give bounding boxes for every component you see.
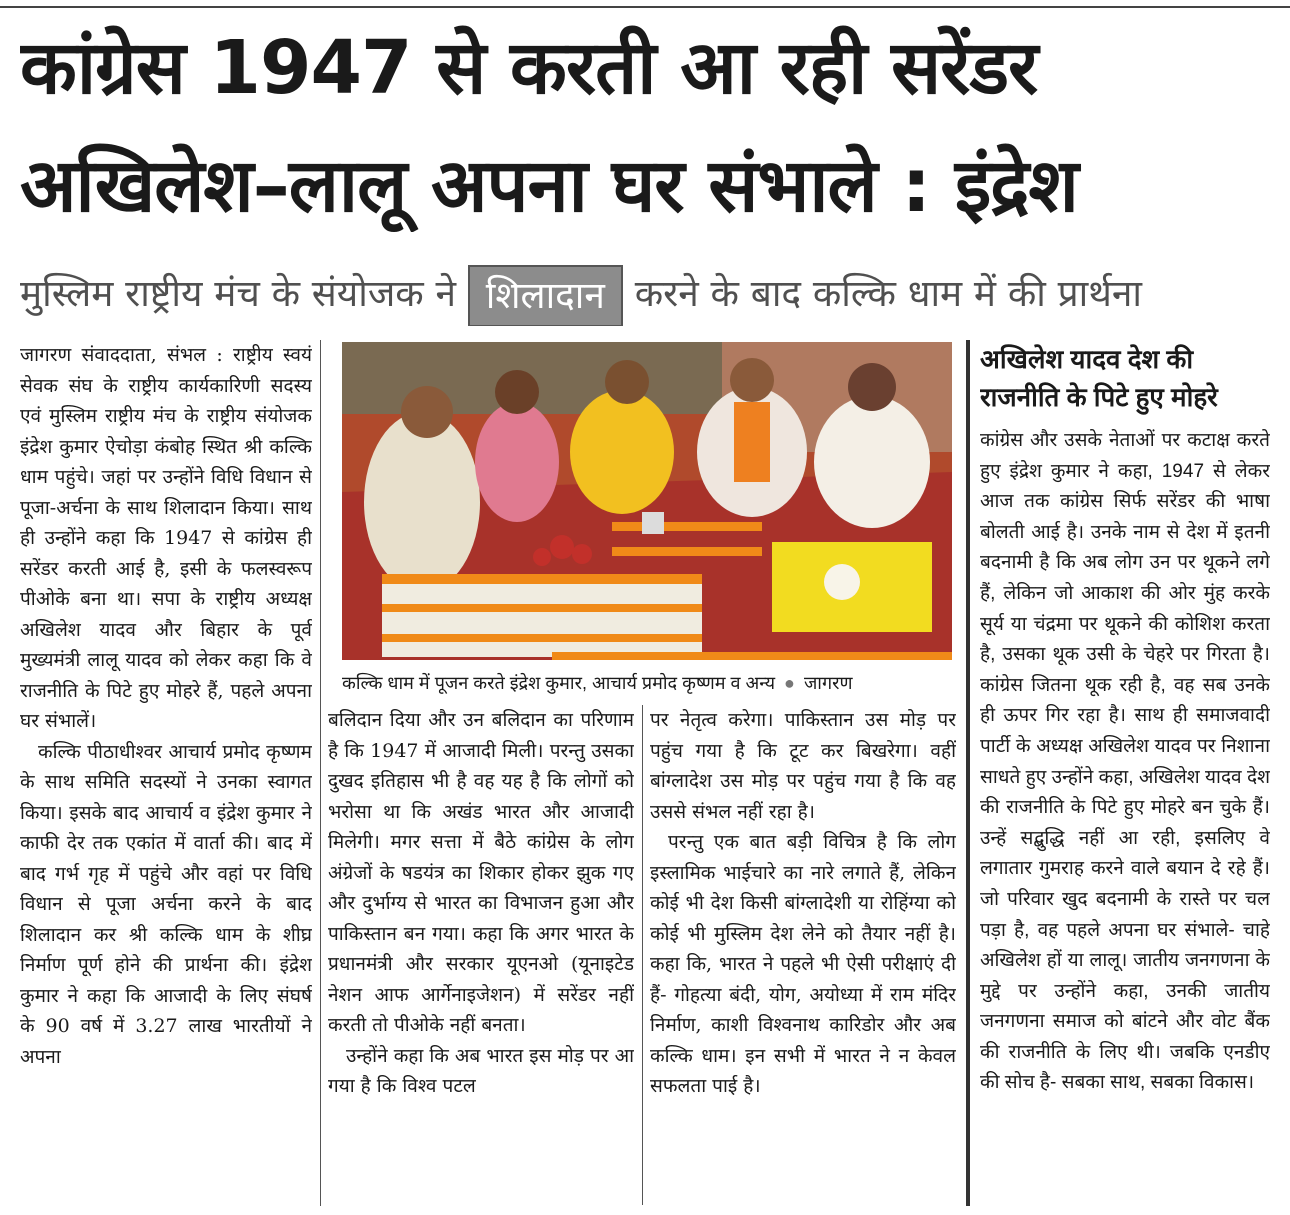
sidebar-divider [966,340,970,1206]
column-divider [642,705,643,1205]
headline-line-2: अखिलेश–लालू अपना घर संभाले : इंद्रेश [20,143,1078,229]
article-paragraph: कल्कि पीठाधीश्वर आचार्य प्रमोद कृष्णम के साथ समिति सदस्यों ने उनका स्वागत किया। इसके बाद आचार्य व इंद्रेश कुमार ने काफी देर तक एकांत में वार्ता की। बाद में बाद गर्भ गृह में पहुंचे और वहां पर विधि विधान से पूजा अर्चना करने के बाद शिलादान कर श्री कल्कि धाम के शीघ्र निर्माण पूर्ण होने की प्रार्थना की। इंद्रेश कुमार ने कहा कि आजादी के लिए संघर्ष के 90 वर्ष में 3.27 लाख भारतीयों ने अपना [20,740,312,1068]
caption-text: कल्कि धाम में पूजन करते इंद्रेश कुमार, आचार्य प्रमोद कृष्णम व अन्य [342,673,776,693]
article-paragraph: जागरण संवाददाता, संभल : राष्ट्रीय स्वयं सेवक संघ के राष्ट्रीय कार्यकारिणी सदस्य एवं मुस्लिम राष्ट्रीय मंच के राष्ट्रीय संयोजक इंद्रेश कुमार ऐचोड़ा कंबोह स्थित श्री कल्कि धाम पहुंचे। जहां पर उन्होंने विधि विधान से पूजा-अर्चना के साथ शिलादान किया। साथ ही उन्होंने कहा कि 1947 से कांग्रेस ही सरेंडर करती आई है, इसी के फलस्वरूप पीओके बना था। सपा के राष्ट्रीय अध्यक्ष अखिलेश यादव और बिहार के पूर्व मुख्यमंत्री लालू यादव को लेकर कहा कि वे राजनीति के पिटे हुए मोहरे हैं, पहले अपना घर संभालें। [20,344,312,732]
article-paragraph: पर नेतृत्व करेगा। पाकिस्तान उस मोड़ पर पहुंच गया है कि टूट कर बिखरेगा। वहीं बांग्लादेश उस मोड़ पर पहुंच गया है कि वह उससे संभल नहीं रहा है। [650,709,956,823]
sidebar-text: कांग्रेस और उसके नेताओं पर कटाक्ष करते हुए इंद्रेश कुमार ने कहा, 1947 से लेकर आज तक कांग्रेस सिर्फ सरेंडर की भाषा बोलती आई है। उनके नाम से देश में इतनी बदनामी है कि अब लोग उन पर थूकने लगे हैं, लेकिन जो आकाश की ओर मुंह करके सूर्य या चंद्रमा पर थूकने की कोशिश करता है, उसका थूक उसी के चेहरे पर गिरता है। कांग्रेस जितना थूक रही है, वह सब उनके ही ऊपर गिर रहा है। साथ ही समाजवादी पार्टी के अध्यक्ष अखिलेश यादव पर निशाना साधते हुए उन्होंने कहा, अखिलेश यादव देश की राजनीति के पिटे हुए मोहरे बन चुके हैं। उन्हें सद्बुद्धि नहीं आ रही, इसलिए वे लगातार गुमराह करने वाले बयान दे रहे हैं। जो परिवार खुद बदनामी के रास्ते पर चल पड़ा है, वह पहले अपना घर संभाले- चाहे अखिलेश हों या लालू। जातीय जनगणना के मुद्दे पर उन्होंने कहा, उनकी जातीय जनगणना समाज को बांटने और वोट बैंक की राजनीति के लिए थी। जबकि एनडीए की सोच है- सबका साथ, सबका विकास। [980,430,1270,1094]
subheadline [20,262,1280,326]
bullet-icon: ● [784,673,795,693]
article-paragraph: परन्तु एक बात बड़ी विचित्र है कि लोग इस्लामिक भाईचारे का नारे लगाते हैं, लेकिन कोई भी देश किसी बांग्लादेशी या रोहिंग्या को कोई भी मुस्लिम देश लेने को तैयार नहीं है। कहा कि, भारत ने पहले भी ऐसी परीक्षाएं दी हैं- गोहत्या बंदी, योग, अयोध्या में राम मंदिर निर्माण, काशी विश्वनाथ कारिडोर और अब कल्कि धाम। इन सभी में भारत ने न केवल सफलता पाई है। [650,831,956,1097]
article-paragraph: उन्होंने कहा कि अब भारत इस मोड़ पर आ गया है कि विश्व पटल [328,1044,634,1097]
ceremony-photo [342,342,952,660]
sidebar-heading: अखिलेश यादव देश की राजनीति के पिटे हुए मोहरे [980,344,1218,412]
column-divider [320,340,321,1206]
headline-line-1: कांग्रेस 1947 से करती आ रही सरेंडर [20,25,1038,111]
subheadline-before: मुस्लिम राष्ट्रीय मंच के संयोजक ने [20,272,456,315]
article-paragraph: बलिदान दिया और उन बलिदान का परिणाम है कि 1947 में आजादी मिली। परन्तु उसका दुखद इतिहास भी है वह यह है कि लोगों को भरोसा था कि अखंड भारत और आजादी मिलेगी। मगर सत्ता में बैठे कांग्रेस के लोग अंग्रेजों के षडयंत्र का शिकार होकर झुक गए और दुर्भाग्य से भारत का विभाजन हुआ और पाकिस्तान बन गया। कहा कि अगर भारत के प्रधानमंत्री और सरकार यूएनओ (यूनाइटेड नेशन आफ आर्गेनाइजेशन) में सरेंडर नहीं करती तो पीओके नहीं बनता। [328,709,634,1036]
sidebar [980,340,1270,1206]
photo-caption [342,670,952,696]
article-column-3 [650,705,956,1205]
photo-credit: जागरण [803,673,853,693]
article-column-1 [20,340,312,1206]
article-column-2 [328,705,634,1205]
subheadline-after: करने के बाद कल्कि धाम में की प्रार्थना [634,272,1142,315]
subheadline-highlight: शिलादान [468,265,623,327]
top-rule [0,6,1290,8]
